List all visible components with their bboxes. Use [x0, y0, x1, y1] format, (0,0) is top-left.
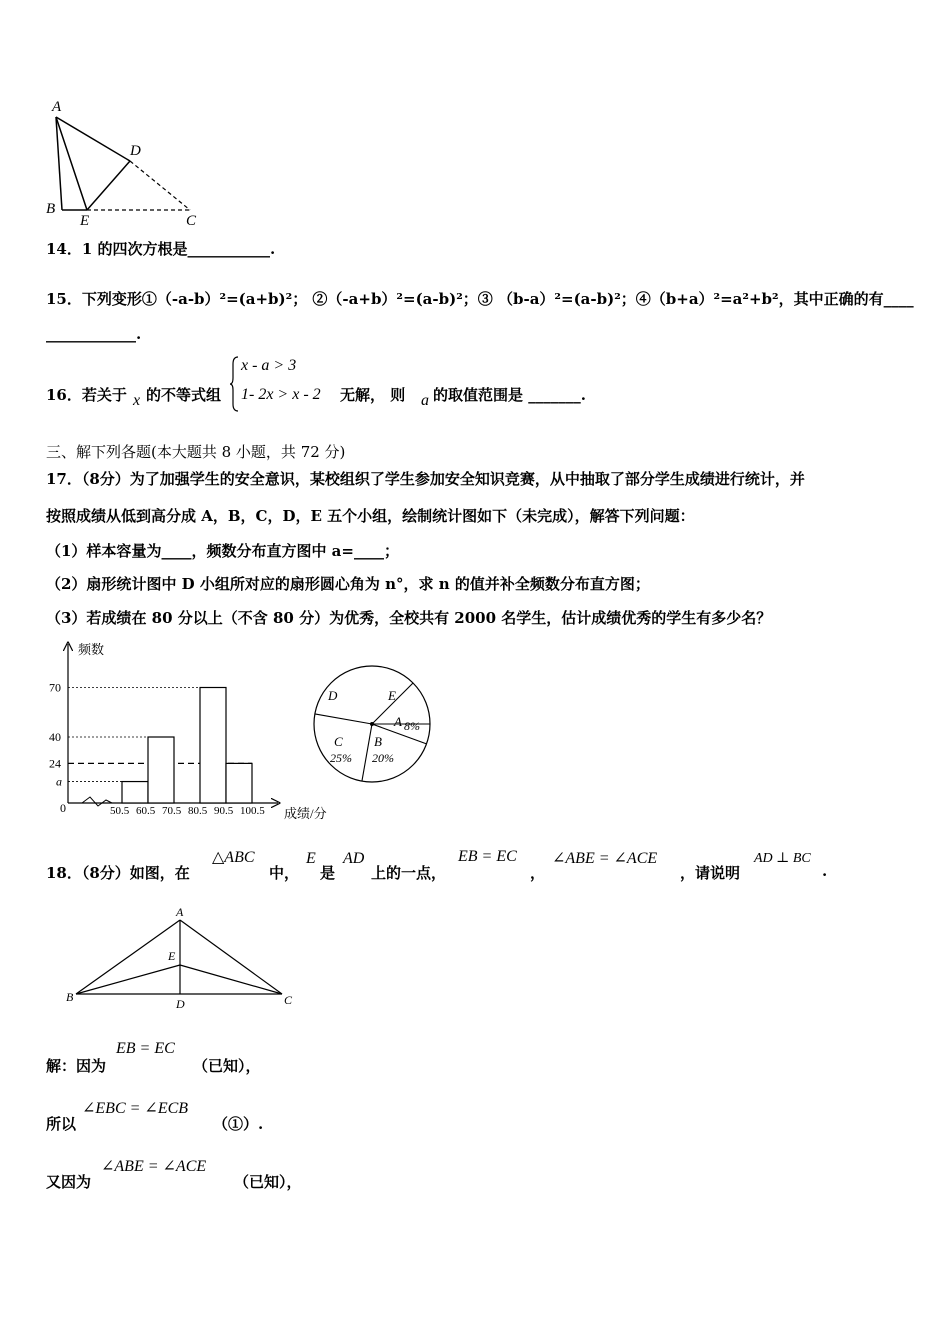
histogram-bar [200, 688, 226, 804]
q16-suffix1: 无解， 则 [340, 386, 406, 404]
question-14: 14．1 的四次方根是___________. [46, 240, 276, 258]
pie-slice-divider [315, 714, 372, 724]
q16-inequality-1: x - a > 3 [241, 357, 297, 374]
y-tick-label: 40 [49, 730, 61, 744]
sol-l1-suffix: （已知）， [193, 1057, 261, 1075]
x-tick-label: 50.5 [110, 805, 130, 817]
pie-slice-label: A [394, 714, 402, 729]
q16-var-x: x [133, 392, 141, 409]
q18-perp: AD ⊥ BC [754, 851, 811, 866]
histogram-bar [226, 763, 252, 803]
pie-slice-label: D [328, 688, 338, 703]
q18-triangle: △ABC [212, 849, 255, 866]
question-17-sub1: （1）样本容量为____，频数分布直方图中 a=____； [46, 542, 399, 560]
label-D: D [130, 143, 141, 159]
label-B: B [46, 201, 56, 217]
sol-l1-math: EB = EC [116, 1040, 175, 1057]
x-tick-label: 80.5 [188, 805, 208, 817]
question-17-line1: 17．（8分）为了加强学生的安全意识，某校组织了学生参加安全知识竞赛，从中抽取了部分学生成绩进行统计，并 [46, 470, 805, 488]
y-tick-label: 70 [49, 680, 61, 695]
label-E: E [168, 949, 176, 963]
q16-var-a: a [421, 392, 429, 409]
sol-l1-prefix: 解：因为 [46, 1057, 107, 1075]
q16-prefix: 16．若关于 [46, 386, 127, 404]
label-A: A [52, 99, 62, 115]
q18-prefix: 18．（8分）如图，在 [46, 864, 190, 882]
sol-l3-suffix: （已知）， [234, 1173, 302, 1191]
triangle-figure-q13 [40, 95, 210, 230]
q18-E: E [306, 850, 316, 867]
label-A: A [176, 905, 184, 919]
q16-inequality-2: 1- 2x > x - 2 [241, 386, 321, 403]
question-15-line2: ____________. [46, 325, 142, 343]
origin-label: 0 [60, 801, 66, 815]
q18-t3: 上的一点， [371, 864, 447, 882]
pie-percent-label: 8% [404, 719, 420, 733]
y-axis-label: 频数 [78, 642, 105, 657]
y-tick-label: a [56, 774, 62, 789]
x-tick-label: 60.5 [136, 805, 156, 817]
q18-AD: AD [343, 850, 365, 867]
histogram-bar [122, 782, 148, 803]
q16-mid: 的不等式组 [146, 386, 222, 404]
q18-t1: 中， [269, 864, 300, 882]
q18-t4: ，请说明 [680, 864, 741, 882]
x-tick-label: 100.5 [240, 805, 265, 817]
q18-eq1: EB = EC [458, 848, 517, 865]
pie-slice-label: B [374, 734, 382, 749]
label-E: E [80, 213, 90, 229]
triangle-figure-q18 [60, 902, 305, 1012]
x-tick-label: 70.5 [162, 805, 182, 817]
q18-comma: ， [530, 864, 546, 882]
pie-percent-label: 25% [330, 751, 352, 765]
x-tick-label: 90.5 [214, 805, 234, 817]
sol-l2-prefix: 所以 [46, 1115, 77, 1133]
pie-slice-label: E [388, 688, 396, 703]
brace-icon [229, 356, 239, 412]
question-15-line1: 15．下列变形①（-a-b）²=(a+b)²； ②（-a+b）²=(a-b)²；③ （b-a）²=(a-b)²；④（b+a）²=a²+b²，其中正确的有____ [46, 290, 914, 308]
q16-suffix2: 的取值范围是 _______. [433, 386, 586, 404]
pie-slice-label: C [334, 734, 343, 749]
sol-l2-math: ∠EBC = ∠ECB [82, 1100, 189, 1117]
y-tick-label: 24 [49, 756, 61, 771]
pie-chart [308, 660, 438, 790]
label-D: D [176, 997, 185, 1011]
frequency-histogram [40, 636, 340, 826]
pie-percent-label: 20% [372, 751, 394, 765]
pie-center [370, 722, 374, 726]
label-C: C [186, 213, 197, 229]
sol-l3-prefix: 又因为 [46, 1173, 92, 1191]
q18-period: . [822, 862, 828, 880]
q18-eq2: ∠ABE = ∠ACE [552, 850, 658, 867]
sol-l2-suffix: （①）. [213, 1115, 264, 1133]
sol-l3-math: ∠ABE = ∠ACE [101, 1158, 207, 1175]
x-axis-label: 成绩/分 [284, 806, 327, 821]
q18-t2: 是 [320, 864, 336, 882]
question-17-sub3: （3）若成绩在 80 分以上（不含 80 分）为优秀，全校共有 2000 名学生，估计成绩优秀的学生有多少名？ [46, 609, 772, 627]
question-17-line2: 按照成绩从低到高分成 A，B，C，D，E 五个小组，绘制统计图如下（未完成），解答下列问题： [46, 507, 695, 525]
label-C: C [284, 993, 293, 1007]
label-B: B [66, 990, 74, 1004]
question-17-sub2: （2）扇形统计图中 D 小组所对应的扇形圆心角为 n°，求 n 的值并补全频数分布直方图； [46, 575, 650, 593]
histogram-bar [148, 737, 174, 803]
section-3-title: 三、解下列各题(本大题共 8 小题，共 72 分) [46, 443, 346, 461]
pie-slice-divider [362, 724, 372, 781]
